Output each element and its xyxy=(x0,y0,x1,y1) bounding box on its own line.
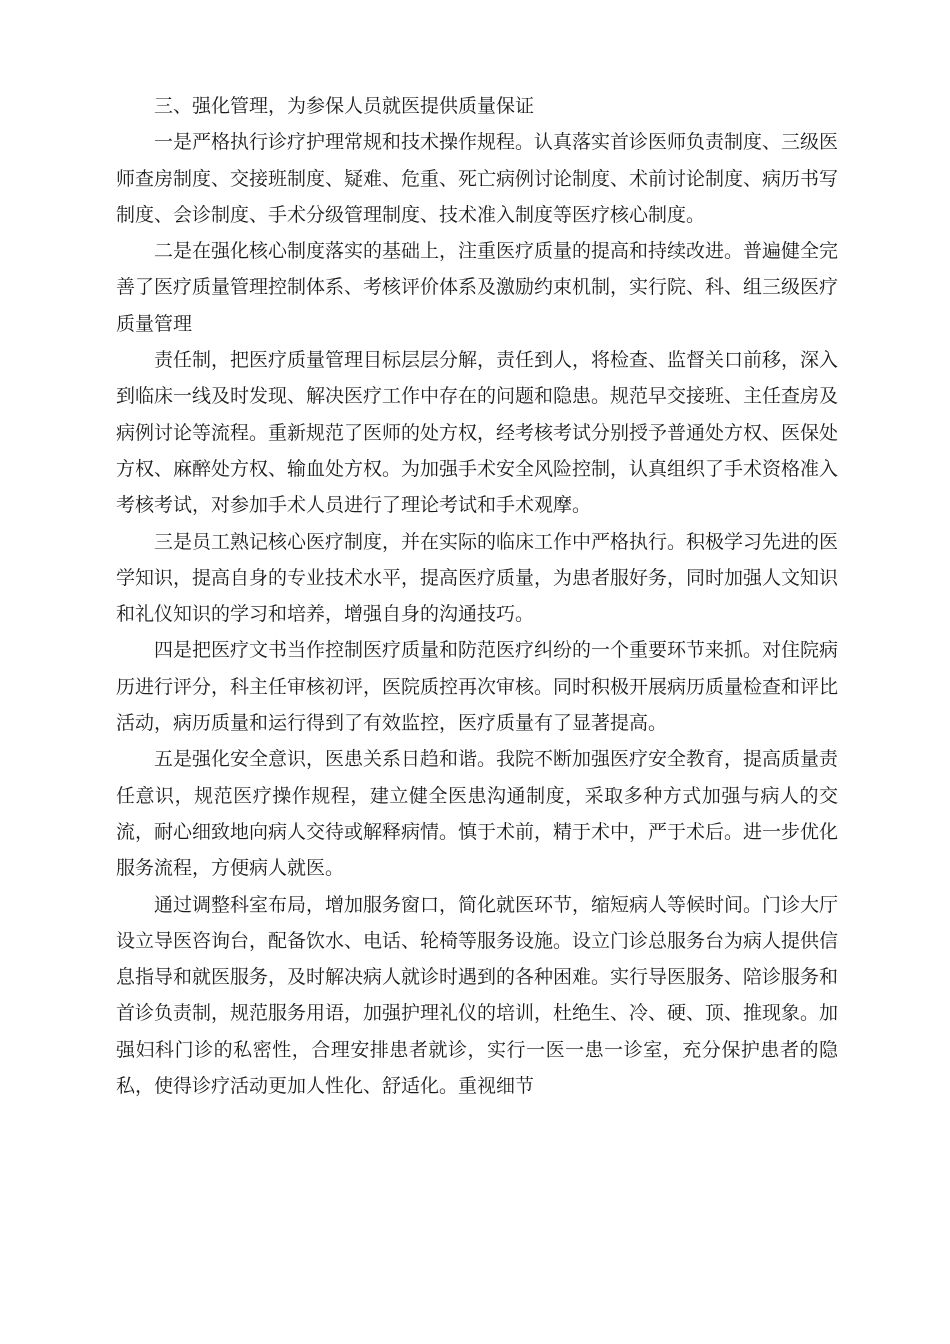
paragraph-safety-awareness: 五是强化安全意识，医患关系日趋和谐。我院不断加强医疗安全教育，提高质量责任意识，规范医疗操作规程，建立健全医患沟通制度，采取多种方式加强与病人的交流，耐心细致地向病人交待或解释病情。慎于术前，精于术中，严于术后。进一步优化服务流程，方便病人就医。 xyxy=(116,748,839,880)
paragraph-quality-improvement: 二是在强化核心制度落实的基础上，注重医疗质量的提高和持续改进。普遍健全完善了医疗质量管理控制体系、考核评价体系及激励约束机制，实行院、科、组三级医疗质量管理 xyxy=(116,240,839,335)
paragraph-staff-training: 三是员工熟记核心医疗制度，并在实际的临床工作中严格执行。积极学习先进的医学知识，提高自身的专业技术水平，提高医疗质量，为患者服好务，同时加强人文知识和礼仪知识的学习和培养，增强自身的沟通技巧。 xyxy=(116,530,839,626)
paragraph-responsibility-system: 责任制，把医疗质量管理目标层层分解，责任到人，将检查、监督关口前移，深入到临床一线及时发现、解决医疗工作中存在的问题和隐患。规范早交接班、主任查房及病例讨论等流程。重新规范了医师的处方权，经考核考试分别授予普通处方权、医保处方权、麻醉处方权、输血处方权。为加强手术安全风险控制，认真组织了手术资格准入考核考试，对参加手术人员进行了理论考试和手术观摩。 xyxy=(116,349,839,517)
paragraph-service-process: 通过调整科室布局，增加服务窗口，简化就医环节，缩短病人等候时间。门诊大厅设立导医咨询台，配备饮水、电话、轮椅等服务设施。设立门诊总服务台为病人提供信息指导和就医服务，及时解决病人就诊时遇到的各种困难。实行导医服务、陪诊服务和首诊负责制，规范服务用语，加强护理礼仪的培训，杜绝生、冷、硬、顶、推现象。加强妇科门诊的私密性，合理安排患者就诊，实行一医一患一诊室，充分保护患者的隐私，使得诊疗活动更加人性化、舒适化。重视细节 xyxy=(116,893,839,1098)
paragraph-medical-records: 四是把医疗文书当作控制医疗质量和防范医疗纠纷的一个重要环节来抓。对住院病历进行评分，科主任审核初评，医院质控再次审核。同时积极开展病历质量检查和评比活动，病历质量和运行得到了有效监控，医疗质量有了显著提高。 xyxy=(116,639,839,735)
paragraph-core-systems: 一是严格执行诊疗护理常规和技术操作规程。认真落实首诊医师负责制度、三级医师查房制度、交接班制度、疑难、危重、死亡病例讨论制度、术前讨论制度、病历书写制度、会诊制度、手术分级管理制度、技术准入制度等医疗核心制度。 xyxy=(116,131,839,226)
document-page xyxy=(116,88,838,1104)
section-heading: 三、强化管理，为参保人员就医提供质量保证 xyxy=(154,95,535,117)
